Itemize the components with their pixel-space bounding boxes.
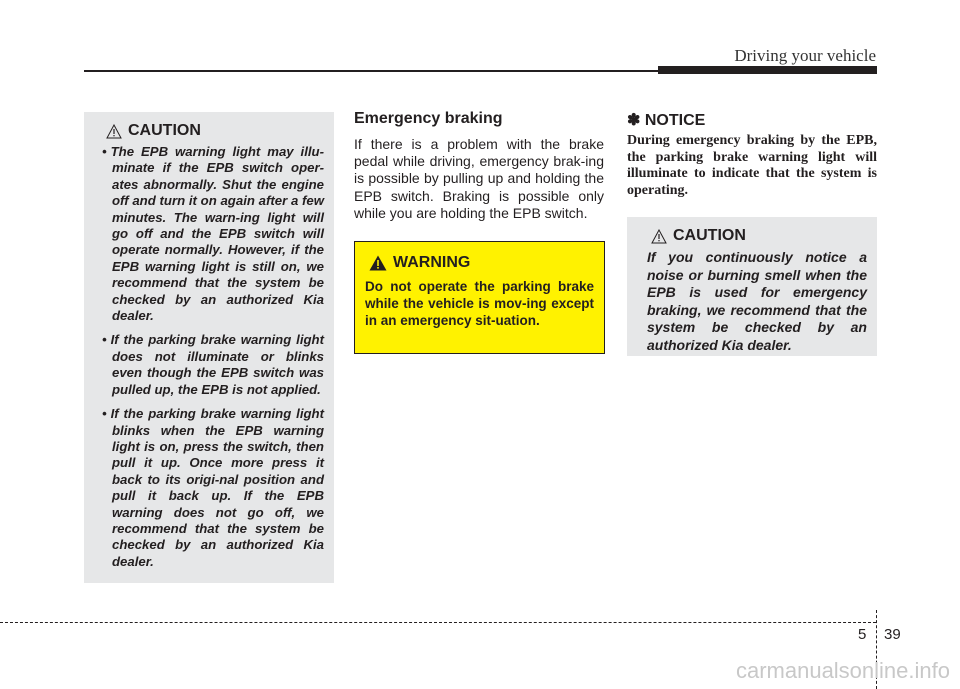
notice-text: During emergency braking by the EPB, the parking brake warning light will illuminate to indicate that the system is operating. [627, 133, 877, 198]
caution-item: • The EPB warning light may illu-minate if the EPB switch oper-ates abnormally. Shut the engine off and turn it on again after a few minutes. The warn-ing light will go off and the EPB switch will operate normally. However, if the EPB warning light is still on, we recommend that the system be checked by an authorized Kia dealer. [100, 144, 324, 324]
warning-triangle-filled-icon [369, 255, 387, 271]
caution-header [651, 227, 867, 245]
warning-text: Do not operate the parking brake while the vehicle is mov-ing except in an emergency sit-uation. [365, 279, 594, 328]
emergency-braking-body: If there is a problem with the brake pedal while driving, emergency brak-ing is possible by pulling up and holding the EPB switch. Braking is possible only while you are holding the EPB switch. [354, 136, 604, 221]
caution-title: CAUTION [128, 122, 201, 139]
warning-title: WARNING [393, 254, 471, 271]
page-chapter-number: 5 [858, 626, 867, 643]
caution-list [100, 144, 324, 570]
caution-item: • If the parking brake warning light blinks when the EPB warning light is on, press the switch, then pull it up. Once more press it back to its origi-nal position and pull it back up. If the EPB warning does not go off, we recommend that the system be checked by an authorized Kia dealer. [100, 406, 324, 570]
watermark: carmanualsonline.info [735, 658, 950, 683]
warning-triangle-outline-icon [106, 124, 122, 139]
emergency-braking-heading: Emergency braking [354, 110, 503, 127]
caution-title: CAUTION [673, 227, 746, 244]
footer-dashed-rule [0, 622, 876, 623]
caution-box-left [84, 112, 334, 583]
caution-box-right [627, 217, 877, 356]
caution-text: If you continuously notice a noise or burning smell when the EPB is used for emergency braking, we recommend that the system be checked by an authorized Kia dealer. [647, 249, 867, 353]
caution-header [106, 122, 324, 140]
header-section-title: Driving your vehicle [734, 46, 876, 65]
caution-item: • If the parking brake warning light does not illuminate or blinks even though the EPB switch was pulled up, the EPB is not applied. [100, 332, 324, 398]
page-number: 39 [884, 626, 901, 643]
header-rule-thick [658, 66, 877, 74]
notice-title: ✽ NOTICE [627, 112, 706, 129]
warning-box [354, 241, 605, 354]
warning-header [369, 254, 594, 272]
header-rule-thin [84, 70, 660, 72]
warning-triangle-outline-icon [651, 229, 667, 244]
